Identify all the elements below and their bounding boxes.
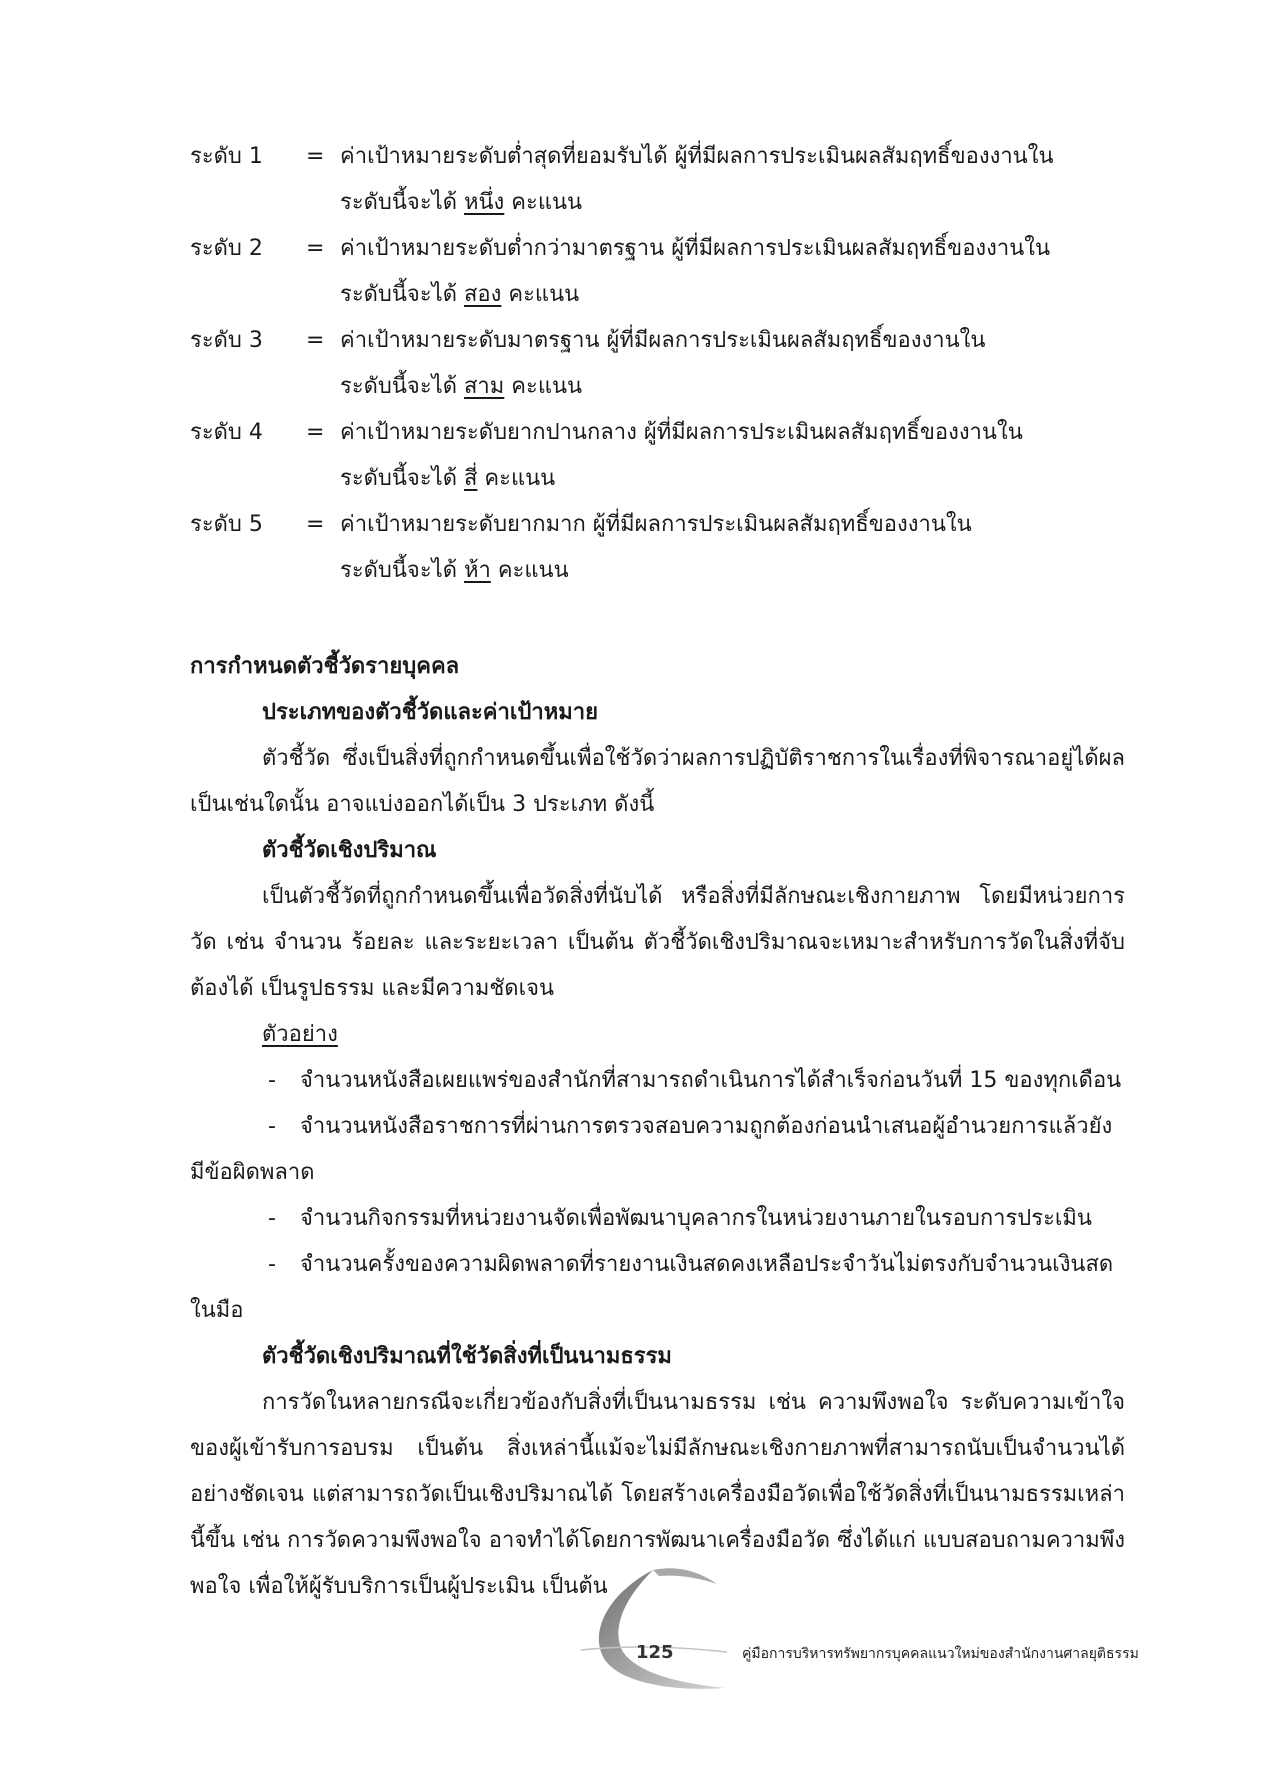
score-prefix: ระดับนี้จะได้ — [340, 282, 457, 307]
score-suffix: คะแนน — [508, 282, 580, 307]
example-label — [190, 1012, 1125, 1058]
level-score-line — [340, 548, 1125, 594]
swoosh-top-curl — [653, 1568, 717, 1584]
bullet-text: จำนวนกิจกรรมที่หน่วยงานจัดเพื่อพัฒนาบุคลากรในหน่วยงานภายในรอบการประเมิน — [300, 1206, 1092, 1231]
level-item — [190, 410, 1125, 502]
abstract-paragraph: การวัดในหลายกรณีจะเกี่ยวข้องกับสิ่งที่เป็นนามธรรม เช่น ความพึงพอใจ ระดับความเข้าใจของผู้เข้ารับการอบรม เป็นต้น สิ่งเหล่านี้แม้จะไม่มีลักษณะเชิงกายภาพที่สามารถนับเป็นจำนวนได้อย่างชัดเจน แต่สามารถวัดเป็นเชิงปริมาณได้ โดยสร้างเครื่องมือวัดเพื่อใช้วัดสิ่งที่เป็นนามธรรมเหล่านี้ขึ้น เช่น การวัดความพึงพอใจ อาจทำได้โดยการพัฒนาเครื่องมือวัด ซึ่งได้แก่ แบบสอบถามความพึงพอใจ เพื่อให้ผู้รับบริการเป็นผู้ประเมิน เป็นต้น — [190, 1390, 1125, 1599]
level-label: ระดับ 1 — [190, 144, 263, 169]
section-heading: การกำหนดตัวชี้วัดรายบุคคล — [190, 654, 460, 679]
equals-sign: = — [306, 420, 325, 445]
level-label: ระดับ 5 — [190, 512, 263, 537]
level-description-line: ค่าเป้าหมายระดับยากมาก ผู้ที่มีผลการประเมินผลสัมฤทธิ์ของงานใน — [340, 512, 972, 537]
bullet-dash: - — [268, 1114, 276, 1139]
equals-sign: = — [306, 512, 325, 537]
level-description — [340, 410, 1125, 502]
level-label: ระดับ 4 — [190, 420, 263, 445]
score-suffix: คะแนน — [511, 190, 583, 215]
score-word: สี่ — [463, 466, 478, 491]
score-word: สอง — [463, 282, 502, 307]
level-label: ระดับ 3 — [190, 328, 263, 353]
quantitative-heading: ตัวชี้วัดเชิงปริมาณ — [262, 838, 437, 863]
score-word: สาม — [463, 374, 505, 399]
example-label-text: ตัวอย่าง — [262, 1022, 338, 1047]
types-heading: ประเภทของตัวชี้วัดและค่าเป้าหมาย — [262, 700, 598, 725]
page-content — [190, 134, 1125, 1610]
level-item — [190, 502, 1125, 594]
level-list — [190, 134, 1125, 594]
example-bullet — [190, 1196, 1125, 1242]
score-suffix: คะแนน — [484, 466, 556, 491]
score-prefix: ระดับนี้จะได้ — [340, 374, 457, 399]
score-prefix: ระดับนี้จะได้ — [340, 558, 457, 583]
level-item — [190, 226, 1125, 318]
level-description-line: ค่าเป้าหมายระดับต่ำกว่ามาตรฐาน ผู้ที่มีผลการประเมินผลสัมฤทธิ์ของงานใน — [340, 236, 1051, 261]
level-description — [340, 226, 1125, 318]
bullet-text: จำนวนครั้งของความผิดพลาดที่รายงานเงินสดคงเหลือประจำวันไม่ตรงกับจำนวนเงินสดในมือ — [190, 1252, 1114, 1323]
bullet-dash: - — [268, 1206, 276, 1231]
equals-sign: = — [306, 144, 325, 169]
level-description-line: ค่าเป้าหมายระดับมาตรฐาน ผู้ที่มีผลการประเมินผลสัมฤทธิ์ของงานใน — [340, 328, 986, 353]
score-word: ห้า — [463, 558, 491, 583]
example-bullet — [190, 1242, 1125, 1334]
level-score-line — [340, 364, 1125, 410]
level-description-line: ค่าเป้าหมายระดับยากปานกลาง ผู้ที่มีผลการประเมินผลสัมฤทธิ์ของงานใน — [340, 420, 1023, 445]
level-score-line — [340, 180, 1125, 226]
bullet-text: จำนวนหนังสือราชการที่ผ่านการตรวจสอบความถูกต้องก่อนนำเสนอผู้อำนวยการแล้วยังมีข้อผิดพลาด — [190, 1114, 1113, 1185]
score-prefix: ระดับนี้จะได้ — [340, 190, 457, 215]
level-score-line — [340, 456, 1125, 502]
level-description — [340, 318, 1125, 410]
abstract-heading: ตัวชี้วัดเชิงปริมาณที่ใช้วัดสิ่งที่เป็นนามธรรม — [262, 1344, 672, 1369]
equals-sign: = — [306, 328, 325, 353]
book-title: คู่มือการบริหารทรัพยากรบุคคลแนวใหม่ของสำนักงานศาลยุติธรรม — [742, 1646, 1139, 1662]
swoosh-crescent — [599, 1570, 725, 1689]
level-score-line — [340, 272, 1125, 318]
types-paragraph: ตัวชี้วัด ซึ่งเป็นสิ่งที่ถูกกำหนดขึ้นเพื่อใช้วัดว่าผลการปฏิบัติราชการในเรื่องที่พิจารณาอยู่ได้ผลเป็นเช่นใดนั้น อาจแบ่งออกได้เป็น 3 ประเภท ดังนี้ — [190, 746, 1125, 817]
swoosh-logo-icon — [575, 1562, 745, 1697]
level-item — [190, 134, 1125, 226]
level-description — [340, 502, 1125, 594]
score-word: หนึ่ง — [463, 190, 505, 215]
example-bullet — [190, 1058, 1125, 1104]
equals-sign: = — [306, 236, 325, 261]
level-item — [190, 318, 1125, 410]
page-number: 125 — [636, 1642, 674, 1663]
score-suffix: คะแนน — [497, 558, 569, 583]
score-suffix: คะแนน — [511, 374, 583, 399]
bullet-dash: - — [268, 1252, 276, 1277]
level-label: ระดับ 2 — [190, 236, 263, 261]
score-prefix: ระดับนี้จะได้ — [340, 466, 457, 491]
bullet-dash: - — [268, 1068, 276, 1093]
level-description-line: ค่าเป้าหมายระดับต่ำสุดที่ยอมรับได้ ผู้ที่มีผลการประเมินผลสัมฤทธิ์ของงานใน — [340, 144, 1054, 169]
quantitative-paragraph: เป็นตัวชี้วัดที่ถูกกำหนดขึ้นเพื่อวัดสิ่งที่นับได้ หรือสิ่งที่มีลักษณะเชิงกายภาพ โดยมีหน่วยการวัด เช่น จำนวน ร้อยละ และระยะเวลา เป็นต้น ตัวชี้วัดเชิงปริมาณจะเหมาะสำหรับการวัดในสิ่งที่จับต้องได้ เป็นรูปธรรม และมีความชัดเจน — [190, 884, 1125, 1001]
example-bullet — [190, 1104, 1125, 1196]
bullet-text: จำนวนหนังสือเผยแพร่ของสำนักที่สามารถดำเนินการได้สำเร็จก่อนวันที่ 15 ของทุกเดือน — [300, 1068, 1122, 1093]
level-description — [340, 134, 1125, 226]
